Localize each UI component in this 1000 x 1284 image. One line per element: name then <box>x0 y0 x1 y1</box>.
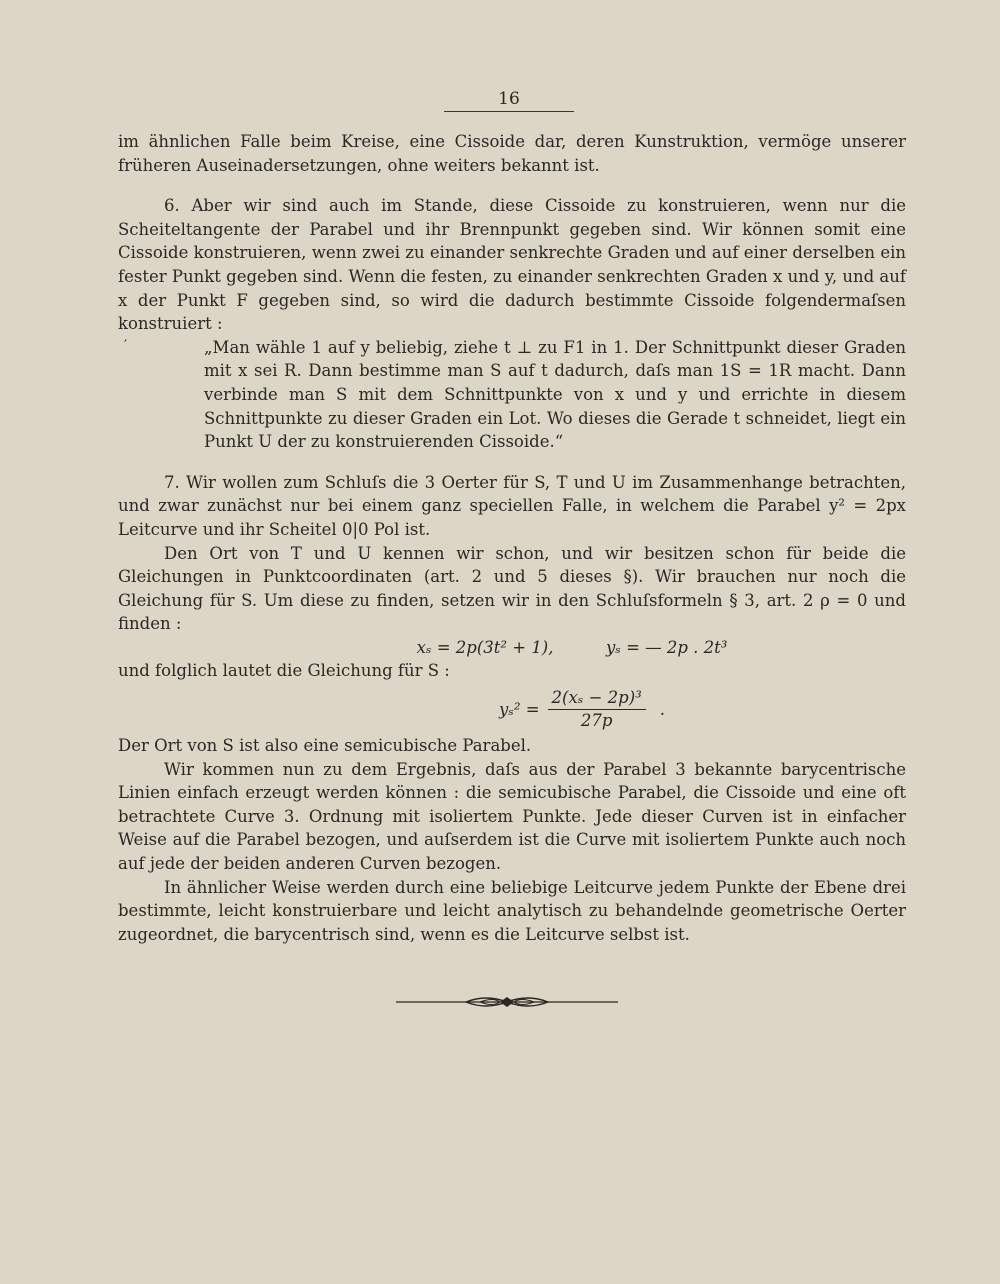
body-text <box>118 130 906 946</box>
formula-numerator: 2(xₛ − 2p)³ <box>548 687 646 710</box>
paragraph-ort-t-u: Den Ort von T und U kennen wir schon, und wir besitzen schon für beide die Gleichungen in Punktcoordinaten (art. 2 und 5 dieses §). Wir brauchen nur noch die Gleichung für S. Um diese zu finden, setzen wir in den Schluſsformeln § 3, art. 2 ρ = 0 und finden : <box>118 543 906 634</box>
formula-fraction <box>548 687 646 732</box>
paragraph-gleichung-s: und folglich lautet die Gleichung für S : <box>118 661 450 681</box>
paragraph-continuation: im ähnlichen Falle beim Kreise, eine Cissoide dar, deren Kunstruktion, vermöge unserer früheren Auseinadersetzungen, ohne weiters bekannt ist. <box>118 132 906 175</box>
header-rule <box>444 111 574 112</box>
page-header <box>444 88 574 112</box>
paragraph-leitcurve: In ähnlicher Weise werden durch eine beliebige Leitcurve jedem Punkte der Ebene drei bestimmte, leicht konstruierbare und leicht analytisch zu behandelnde geometrische Oerter zugeordnet, die barycentrisch sind, wenn es die Leitcurve selbst ist. <box>118 877 906 944</box>
page-number: 16 <box>498 89 520 109</box>
formula-lhs: yₛ² = <box>498 699 540 719</box>
formula-semicubic <box>258 687 906 732</box>
margin-mark: ′ <box>124 338 128 354</box>
paragraph-section-7: 7. Wir wollen zum Schluſs die 3 Oerter für S, T und U im Zusammenhange betrachten, und zwar zunächst nur bei einem ganz speciellen Falle, in welchem die Parabel y² = 2px Leitcurve und ihr Scheitel 0|0 Pol ist. <box>118 472 906 539</box>
formula-period: . <box>659 699 666 719</box>
end-ornament <box>396 990 618 1014</box>
paragraph-section-6: 6. Aber wir sind auch im Stande, diese Cissoide zu konstruieren, wenn nur die Scheiteltangente der Parabel und ihr Brennpunkt gegeben sind. Wir können somit eine Cissoide konstruieren, wenn zwei zu einander senkrechte Graden und auf einer derselben ein fester Punkt gegeben sind. Wenn die festen, zu einander senkrechten Graden x und y, und auf x der Punkt F gegeben sind, so wird die dadurch bestimmte Cissoide folgendermaſsen konstruiert : <box>118 196 906 334</box>
construction-quote: „Man wähle 1 auf y beliebig, ziehe t ⊥ zu F1 in 1. Der Schnittpunkt dieser Graden mit x sei R. Dann bestimme man S auf t dadurch, daſs man 1S = 1R macht. Dann verbinde man S mit dem Schnittpunkte von x und y und errichte in diesem Schnittpunkte zu dieser Graden ein Lot. Wo dieses die Gerade t schneidet, liegt ein Punkt U der zu konstruierenden Cissoide.“ <box>204 337 906 452</box>
formula-xs-ys: xₛ = 2p(3t² + 1), yₛ = — 2p . 2t³ <box>416 637 728 657</box>
paragraph-semicubic: Der Ort von S ist also eine semicubische Parabel. <box>118 736 532 756</box>
paragraph-ergebnis: Wir kommen nun zu dem Ergebnis, daſs aus der Parabel 3 bekannte barycentrische Linien einfach erzeugt werden können : die semicubische Parabel, die Cissoide und eine oft betrachtete Curve 3. Ordnung mit isoliertem Punkte. Jede dieser Curven ist in einfacher Weise auf die Parabel bezogen, und auſserdem ist die Curve mit isoliertem Punkte auch noch auf jede der beiden anderen Curven bezogen. <box>118 759 906 874</box>
formula-denominator: 27p <box>580 711 613 731</box>
